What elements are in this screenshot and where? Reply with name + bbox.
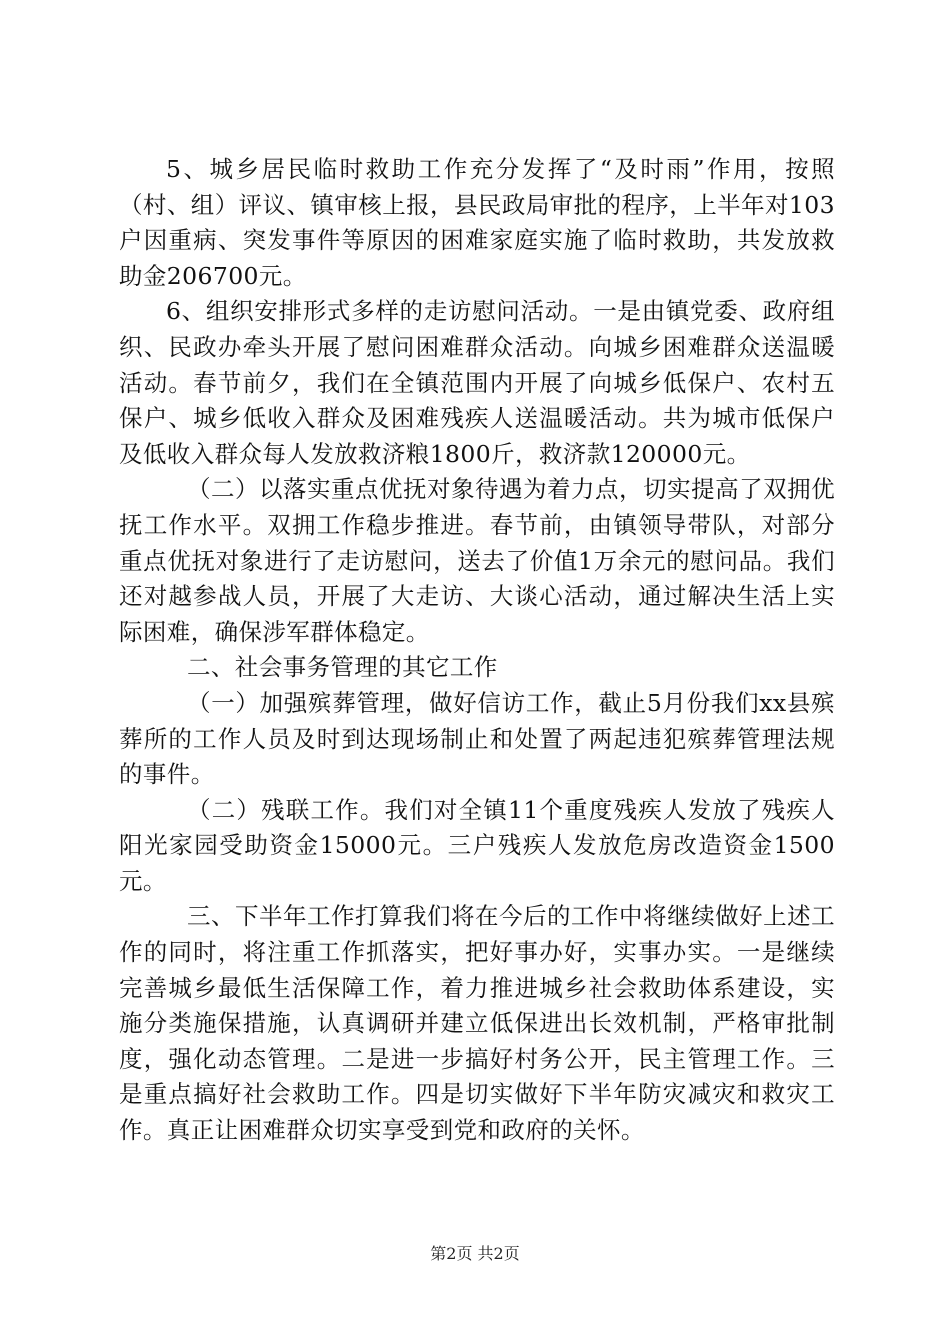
paragraph-funeral-management: （一）加强殡葬管理，做好信访工作，截止5月份我们xx县殡葬所的工作人员及时到达现场制止和处置了两起违犯殡葬管理法规的事件。 [119, 688, 835, 789]
document-body [119, 152, 835, 1149]
section-heading-social-affairs: 二、社会事务管理的其它工作 [187, 653, 498, 682]
paragraph-temporary-relief: 5、城乡居民临时救助工作充分发挥了“及时雨”作用，按照（村、组）评议、镇审核上报，县民政局审批的程序，上半年对103户因重病、突发事件等原因的困难家庭实施了临时救助，共发放救助金206700元。 [119, 155, 835, 290]
paragraph-disability-work: （二）残联工作。我们对全镇11个重度残疾人发放了残疾人阳光家园受助资金15000元。三户残疾人发放危房改造资金1500元。 [119, 795, 835, 895]
paragraph-preferential-care: （二）以落实重点优抚对象待遇为着力点，切实提高了双拥优抚工作水平。双拥工作稳步推进。春节前，由镇领导带队，对部分重点优抚对象进行了走访慰问，送去了价值1万余元的慰问品。我们还对越参战人员，开展了大走访、大谈心活动，通过解决生活上实际困难，确保涉军群体稳定。 [119, 475, 835, 646]
paragraph-second-half-plan: 三、下半年工作打算我们将在今后的工作中将继续做好上述工作的同时，将注重工作抓落实，把好事办好，实事办实。一是继续完善城乡最低生活保障工作，着力推进城乡社会救助体系建设，实施分类施保措施，认真调研并建立低保进出长效机制，严格审批制度，强化动态管理。二是进一步搞好村务公开，民主管理工作。三是重点搞好社会救助工作。四是切实做好下半年防灾减灾和救灾工作。真正让困难群众切实享受到党和政府的关怀。 [119, 902, 835, 1145]
paragraph-visits: 6、组织安排形式多样的走访慰问活动。一是由镇党委、政府组织、民政办牵头开展了慰问困难群众活动。向城乡困难群众送温暖活动。春节前夕，我们在全镇范围内开展了向城乡低保户、农村五保户、城乡低收入群众及困难残疾人送温暖活动。共为城市低保户及低收入群众每人发放救济粮1800斤，救济款120000元。 [119, 297, 835, 468]
page-footer: 第2页 共2页 [430, 1244, 520, 1263]
